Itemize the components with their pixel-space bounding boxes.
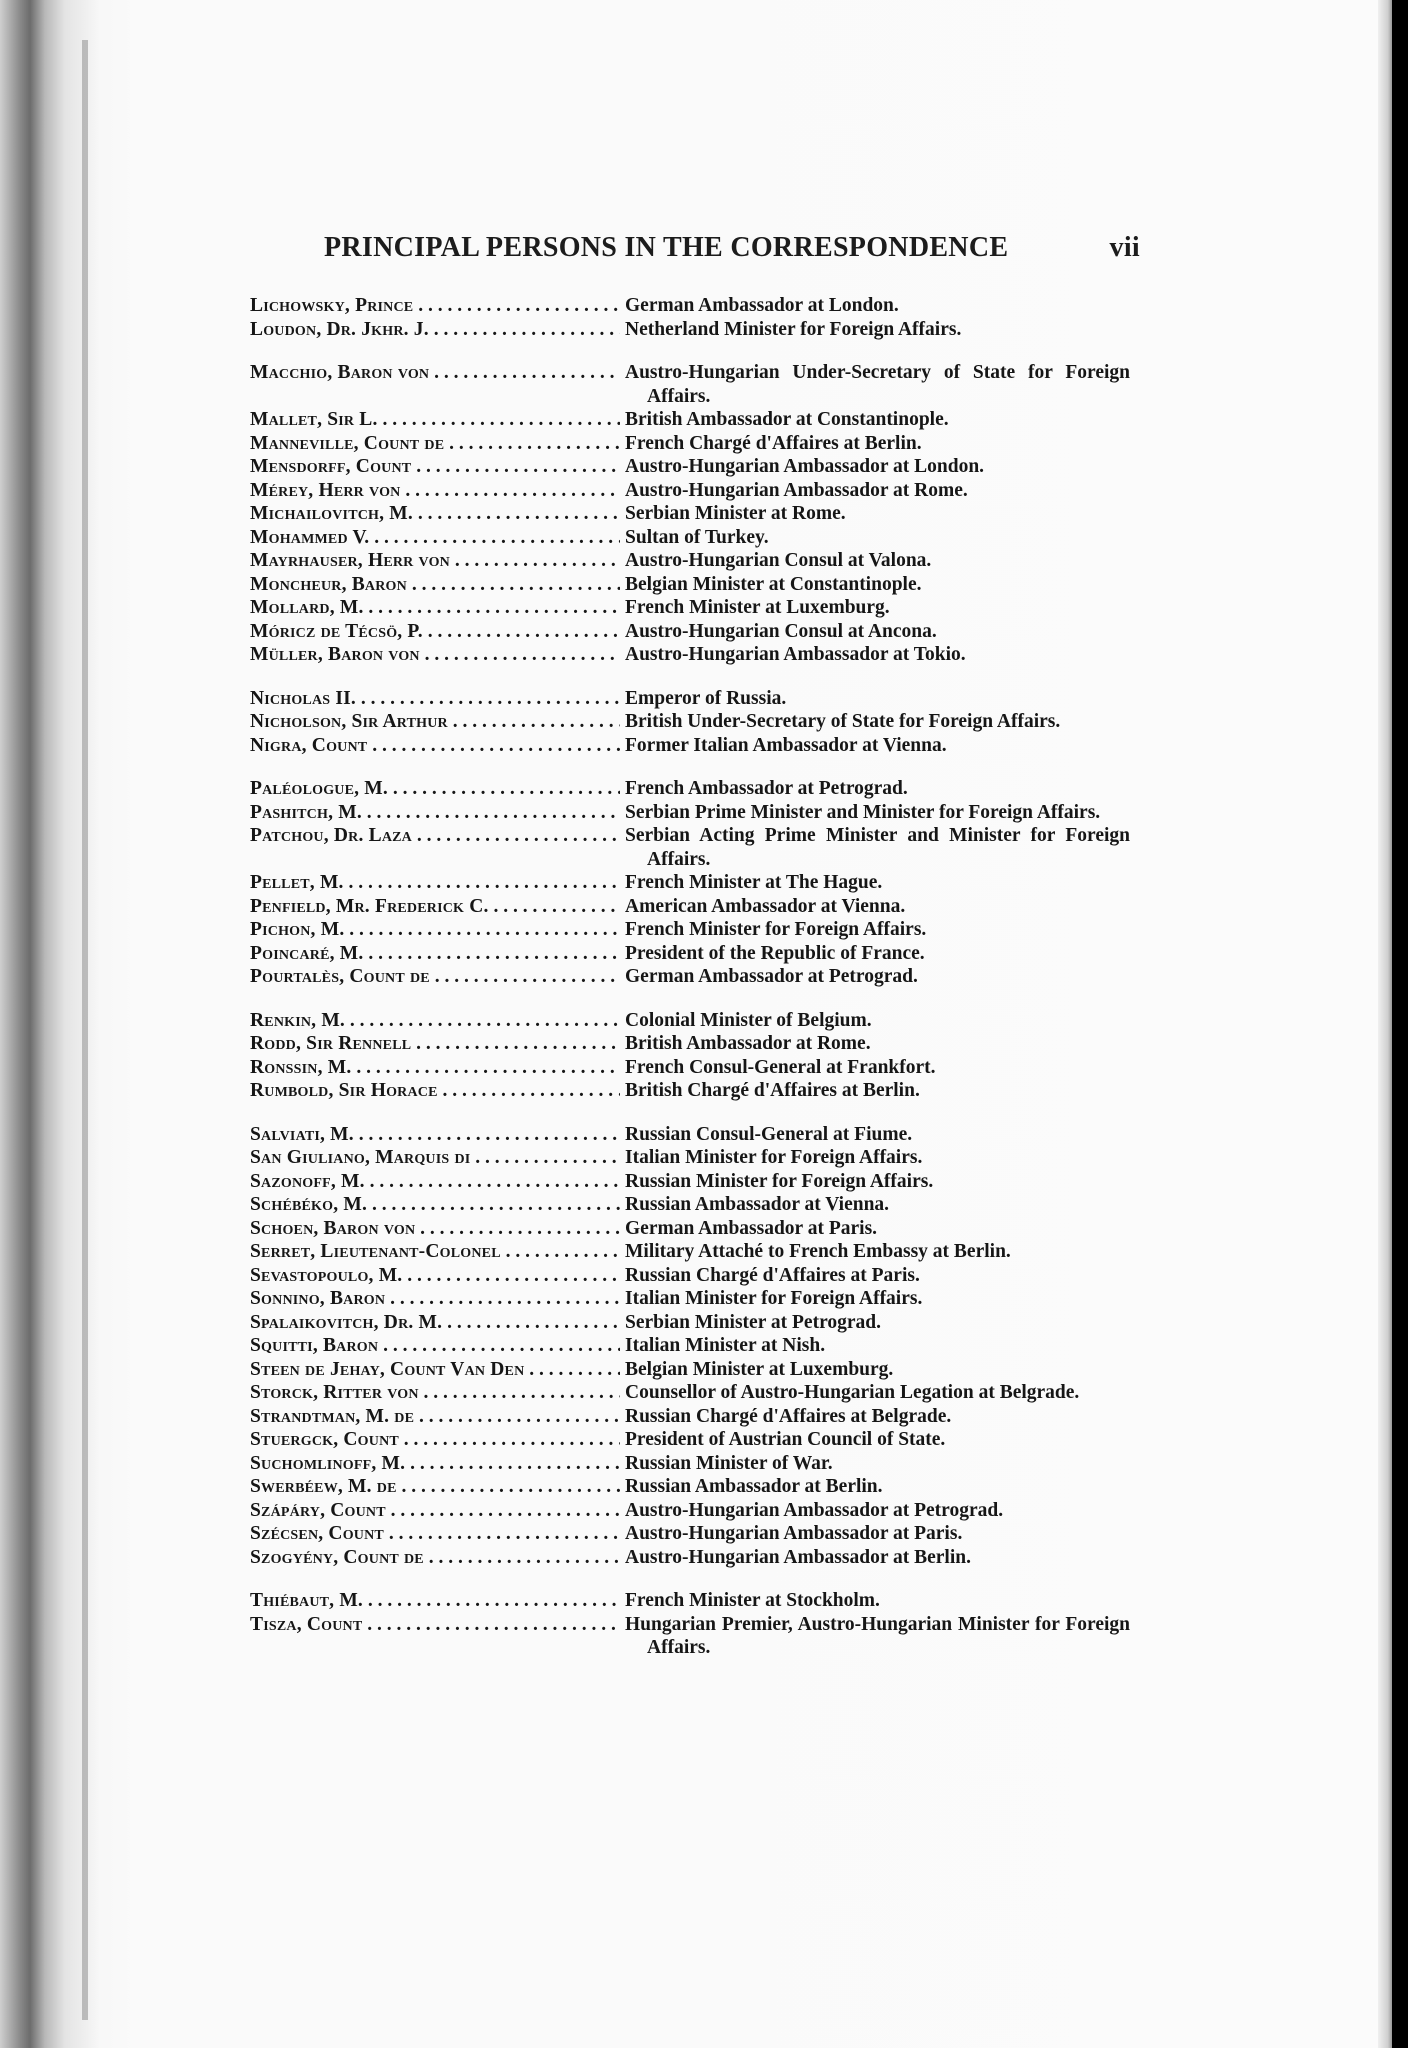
person-name: Mérey, Herr von . . . xyxy=(250,479,620,503)
person-name: San Giuliano, Marquis di . . . xyxy=(250,1146,620,1170)
person-description: French Minister at Stockholm. xyxy=(625,1590,880,1611)
person-entry xyxy=(250,1217,1130,1241)
person-entry xyxy=(250,1264,1130,1288)
person-name: Serret, Lieutenant-Colonel . . . xyxy=(250,1240,620,1264)
person-description: Austro-Hungarian Ambassador at London. xyxy=(625,456,985,477)
person-description: French Ambassador at Petrograd. xyxy=(625,778,908,799)
person-description: Italian Minister at Nish. xyxy=(625,1335,826,1356)
person-name: Nigra, Count . . . xyxy=(250,734,620,758)
person-name: Loudon, Dr. Jkhr. J. . . . xyxy=(250,318,620,342)
person-entry xyxy=(250,687,1130,711)
person-description: French Minister for Foreign Affairs. xyxy=(625,919,927,940)
person-entry xyxy=(250,502,1130,526)
person-name: Stuergck, Count . . . xyxy=(250,1428,620,1452)
person-name: Pellet, M. . . . xyxy=(250,871,620,895)
person-entry xyxy=(250,1170,1130,1194)
person-entry xyxy=(250,1311,1130,1335)
person-entry xyxy=(250,942,1130,966)
person-description: British Chargé d'Affaires at Berlin. xyxy=(625,1080,920,1101)
person-name: Steen de Jehay, Count Van Den . . . xyxy=(250,1358,620,1382)
person-name: Schébéko, M. . . . xyxy=(250,1193,620,1217)
person-description: Colonial Minister of Belgium. xyxy=(625,1009,872,1031)
person-name: Poincaré, M. . . . xyxy=(250,942,620,966)
person-name: Manneville, Count de . . . xyxy=(250,432,620,456)
person-description: French Minister at Luxemburg. xyxy=(625,597,890,618)
person-description: Netherland Minister for Foreign Affairs. xyxy=(625,318,962,340)
person-description: Austro-Hungarian Consul at Ancona. xyxy=(625,620,937,642)
person-name: Schoen, Baron von . . . xyxy=(250,1217,620,1241)
person-entry xyxy=(250,1475,1130,1499)
person-name: Patchou, Dr. Laza . . . xyxy=(250,824,620,848)
person-entry xyxy=(250,1428,1130,1452)
person-description: Emperor of Russia. xyxy=(625,687,787,709)
person-name: Móricz de Técsö, P. . . . xyxy=(250,620,620,644)
person-description: Belgian Minister at Constantinople. xyxy=(625,573,922,595)
person-description: Russian Chargé d'Affaires at Paris. xyxy=(625,1264,920,1286)
persons-list xyxy=(250,294,1130,1660)
person-description: Military Attaché to French Embassy at Berlin. xyxy=(625,1241,1011,1262)
person-entry xyxy=(250,871,1130,895)
person-name: Storck, Ritter von . . . xyxy=(250,1381,620,1405)
person-name: Rumbold, Sir Horace . . . xyxy=(250,1079,620,1103)
person-entry xyxy=(250,1452,1130,1476)
person-entry xyxy=(250,777,1130,801)
person-entry xyxy=(250,526,1130,550)
person-name: Salviati, M. . . . xyxy=(250,1123,620,1147)
person-entry xyxy=(250,1334,1130,1358)
person-entry xyxy=(250,1287,1130,1311)
person-description: Russian Ambassador at Berlin. xyxy=(625,1476,883,1497)
person-entry xyxy=(250,801,1130,825)
person-description: Austro-Hungarian Ambassador at Petrograd. xyxy=(625,1499,1004,1521)
person-name: Szogyény, Count de . . . xyxy=(250,1546,620,1570)
person-entry xyxy=(250,1056,1130,1080)
person-name: Pichon, M. . . . xyxy=(250,918,620,942)
person-description: German Ambassador at Petrograd. xyxy=(625,966,918,987)
person-name: Swerbéew, M. de . . . xyxy=(250,1475,620,1499)
person-name: Mayrhauser, Herr von . . . xyxy=(250,549,620,573)
person-entry xyxy=(250,294,1130,318)
person-description: French Consul-General at Frankfort. xyxy=(625,1056,936,1078)
person-name: Mallet, Sir L. . . . xyxy=(250,408,620,432)
person-name: Paléologue, M. . . . xyxy=(250,777,620,801)
person-name: Mollard, M. . . . xyxy=(250,596,620,620)
person-name: Suchomlinoff, M. . . . xyxy=(250,1452,620,1476)
person-entry xyxy=(250,361,1130,408)
person-name: Strandtman, M. de . . . xyxy=(250,1405,620,1429)
person-name: Moncheur, Baron . . . xyxy=(250,573,620,597)
person-description: Russian Chargé d'Affaires at Belgrade. xyxy=(625,1405,952,1427)
person-name: Spalaikovitch, Dr. M. . . . xyxy=(250,1311,620,1335)
person-description: French Chargé d'Affaires at Berlin. xyxy=(625,432,922,454)
person-entry xyxy=(250,620,1130,644)
person-name: Renkin, M. . . . xyxy=(250,1009,620,1033)
person-description: Italian Minister for Foreign Affairs. xyxy=(625,1288,923,1309)
person-entry xyxy=(250,573,1130,597)
person-name: Sonnino, Baron . . . xyxy=(250,1287,620,1311)
person-name: Ronssin, M. . . . xyxy=(250,1056,620,1080)
person-entry xyxy=(250,710,1130,734)
person-entry xyxy=(250,408,1130,432)
person-entry xyxy=(250,318,1130,342)
person-entry xyxy=(250,432,1130,456)
person-name: Rodd, Sir Rennell . . . xyxy=(250,1032,620,1056)
person-name: Macchio, Baron von . . . xyxy=(250,361,620,385)
person-entry xyxy=(250,1123,1130,1147)
page-edge-shadow xyxy=(1378,0,1392,2048)
person-entry xyxy=(250,1240,1130,1264)
running-header-title: PRINCIPAL PERSONS IN THE CORRESPONDENCE xyxy=(324,232,1009,263)
person-name: Pourtalès, Count de . . . xyxy=(250,965,620,989)
person-entry xyxy=(250,1405,1130,1429)
person-name: Mensdorff, Count . . . xyxy=(250,455,620,479)
person-description: Counsellor of Austro-Hungarian Legation at Belgrade. xyxy=(625,1382,1080,1403)
person-entry xyxy=(250,1193,1130,1217)
person-name: Thiébaut, M. . . . xyxy=(250,1589,620,1613)
person-entry xyxy=(250,734,1130,758)
person-description: Austro-Hungarian Ambassador at Berlin. xyxy=(625,1546,971,1568)
person-description: Serbian Prime Minister and Minister for Foreign Affairs. xyxy=(625,801,1101,823)
person-entry xyxy=(250,824,1130,871)
person-description: Austro-Hungarian Ambassador at Tokio. xyxy=(625,644,966,665)
person-name: Szécsen, Count . . . xyxy=(250,1522,620,1546)
person-description: Russian Ambassador at Vienna. xyxy=(625,1194,890,1215)
person-entry xyxy=(250,895,1130,919)
person-description: Italian Minister for Foreign Affairs. xyxy=(625,1147,923,1168)
person-name: Michailovitch, M. . . . xyxy=(250,502,620,526)
person-name: Mohammed V. . . . xyxy=(250,526,620,550)
person-description: Serbian Minister at Rome. xyxy=(625,503,846,524)
person-description: French Minister at The Hague. xyxy=(625,872,883,893)
person-name: Nicholson, Sir Arthur . . . xyxy=(250,710,620,734)
person-description: Russian Minister of War. xyxy=(625,1452,833,1474)
person-entry xyxy=(250,1381,1130,1405)
person-description: Austro-Hungarian Consul at Valona. xyxy=(625,550,932,571)
person-entry xyxy=(250,1032,1130,1056)
person-entry xyxy=(250,1589,1130,1613)
person-description: British Ambassador at Rome. xyxy=(625,1033,871,1054)
person-description: British Under-Secretary of State for Foreign Affairs. xyxy=(625,711,1061,732)
person-name: Nicholas II. . . . xyxy=(250,687,620,711)
person-name: Squitti, Baron . . . xyxy=(250,1334,620,1358)
person-entry xyxy=(250,1009,1130,1033)
person-entry xyxy=(250,1546,1130,1570)
person-description: Serbian Minister at Petrograd. xyxy=(625,1311,881,1333)
person-description: Russian Minister for Foreign Affairs. xyxy=(625,1170,934,1192)
person-description: President of the Republic of France. xyxy=(625,942,925,964)
person-entry xyxy=(250,643,1130,667)
person-description: Serbian Acting Prime Minister and Minister for Foreign Affairs. xyxy=(625,825,1130,870)
person-entry xyxy=(250,596,1130,620)
page-number: vii xyxy=(1109,232,1140,263)
person-entry xyxy=(250,965,1130,989)
person-description: Belgian Minister at Luxemburg. xyxy=(625,1358,894,1380)
person-description: Sultan of Turkey. xyxy=(625,526,769,548)
person-description: Austro-Hungarian Under-Secretary of State for Foreign Affairs. xyxy=(625,362,1130,407)
person-entry xyxy=(250,1499,1130,1523)
person-description: American Ambassador at Vienna. xyxy=(625,895,906,917)
person-description: British Ambassador at Constantinople. xyxy=(625,409,949,430)
person-description: German Ambassador at London. xyxy=(625,295,899,316)
person-entry xyxy=(250,479,1130,503)
person-description: Russian Consul-General at Fiume. xyxy=(625,1123,913,1145)
person-description: Former Italian Ambassador at Vienna. xyxy=(625,734,947,756)
person-entry xyxy=(250,1358,1130,1382)
person-name: Szápáry, Count . . . xyxy=(250,1499,620,1523)
person-name: Sazonoff, M. . . . xyxy=(250,1170,620,1194)
person-entry xyxy=(250,1146,1130,1170)
person-name: Müller, Baron von . . . xyxy=(250,643,620,667)
person-entry xyxy=(250,549,1130,573)
person-name: Lichowsky, Prince . . . xyxy=(250,294,620,318)
person-description: German Ambassador at Paris. xyxy=(625,1217,878,1239)
person-name: Sevastopoulo, M. . . . xyxy=(250,1264,620,1288)
person-entry xyxy=(250,918,1130,942)
binding-line xyxy=(82,40,88,2020)
person-name: Tisza, Count . . . xyxy=(250,1613,620,1637)
person-entry xyxy=(250,455,1130,479)
person-description: President of Austrian Council of State. xyxy=(625,1429,946,1450)
person-name: Pashitch, M. . . . xyxy=(250,801,620,825)
person-description: Austro-Hungarian Ambassador at Paris. xyxy=(625,1523,963,1544)
person-description: Austro-Hungarian Ambassador at Rome. xyxy=(625,479,968,501)
person-name: Penfield, Mr. Frederick C. . . . xyxy=(250,895,620,919)
person-entry xyxy=(250,1613,1130,1660)
person-entry xyxy=(250,1079,1130,1103)
person-entry xyxy=(250,1522,1130,1546)
person-description: Hungarian Premier, Austro-Hungarian Minister for Foreign Affairs. xyxy=(625,1613,1130,1658)
